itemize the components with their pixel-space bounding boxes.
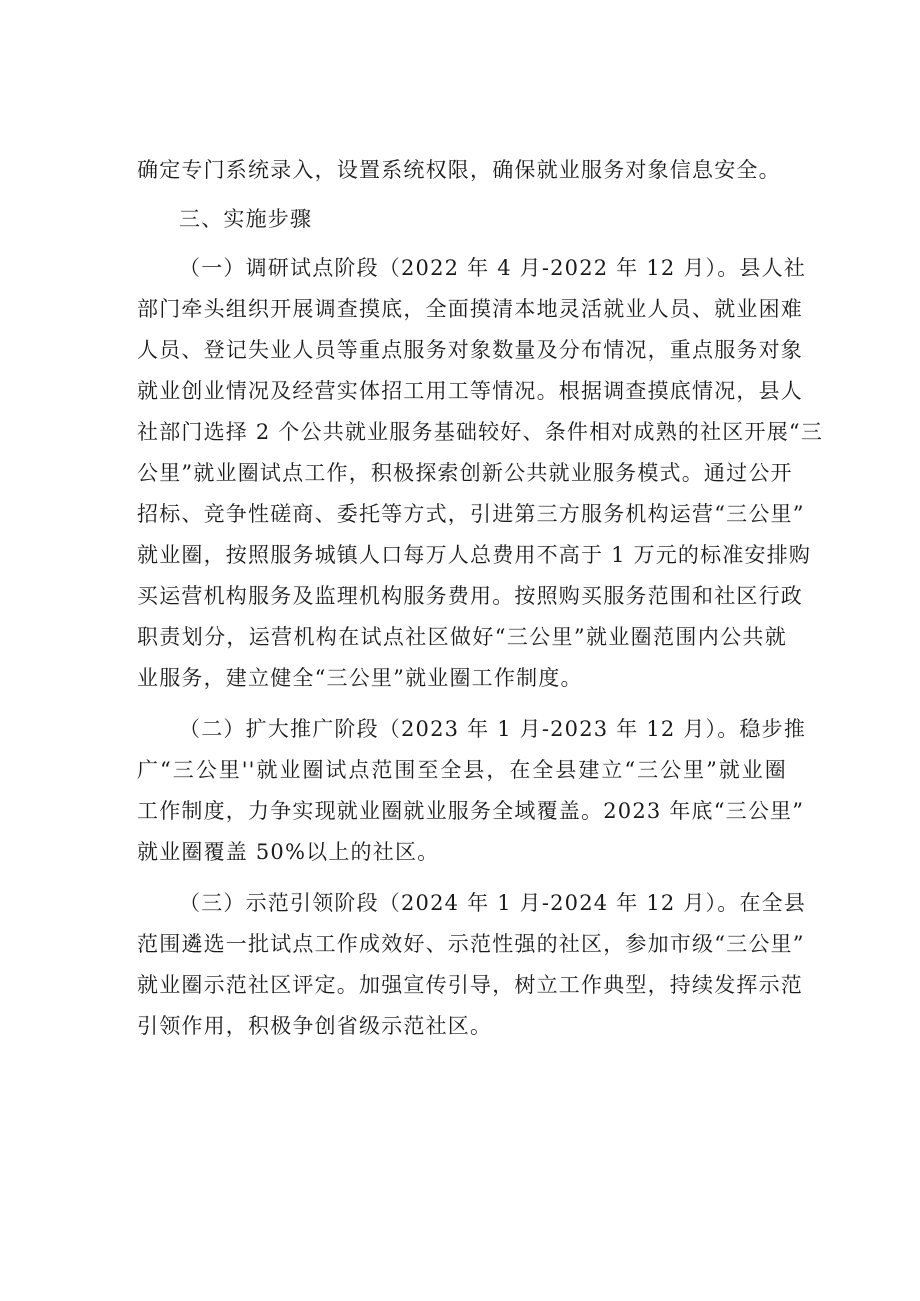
paragraph-line: （一）调研试点阶段（2022 年 4 月-2022 年 12 月）。县人社	[179, 256, 807, 280]
paragraph-line: 就业圈覆盖 50%以上的社区。	[137, 840, 440, 864]
paragraph-line: 确定专门系统录入，设置系统权限，确保就业服务对象信息安全。	[137, 158, 781, 182]
section-heading: 三、实施步骤	[179, 207, 313, 231]
paragraph-line: 职责划分，运营机构在试点社区做好“三公里”就业圈范围内公共就	[137, 625, 787, 649]
paragraph-line: 范围遴选一批试点工作成效好、示范性强的社区，参加市级“三公里”	[137, 932, 805, 956]
document-body	[137, 150, 824, 1047]
spacer	[137, 240, 787, 248]
paragraph-line: （三）示范引领阶段（2024 年 1 月-2024 年 12 月）。在全县	[179, 891, 807, 915]
paragraph-line: 工作制度，力争实现就业圈就业服务全域覆盖。2023 年底“三公里”	[137, 799, 805, 823]
paragraph-line: 业服务，建立健全“三公里”就业圈工作制度。	[137, 666, 583, 690]
paragraph-line: 就业圈示范社区评定。加强宣传引导，树立工作典型，持续发挥示范	[137, 973, 803, 997]
paragraph-line: 部门牵头组织开展调查摸底，全面摸清本地灵活就业人员、就业困难	[137, 297, 803, 321]
spacer	[137, 191, 787, 199]
paragraph-line: 买运营机构服务及监理机构服务费用。按照购买服务范围和社区行政	[137, 584, 803, 608]
spacer	[137, 699, 787, 709]
paragraph-line: 引领作用，积极争创省级示范社区。	[137, 1014, 493, 1038]
paragraph-line: 社部门选择 2 个公共就业服务基础较好、条件相对成熟的社区开展“三	[137, 420, 824, 444]
spacer	[137, 873, 787, 883]
paragraph-line: （二）扩大推广阶段（2023 年 1 月-2023 年 12 月）。稳步推	[179, 717, 807, 741]
paragraph-line: 公里”就业圈试点工作，积极探索创新公共就业服务模式。通过公开	[137, 461, 793, 485]
paragraph-line: 就业圈，按照服务城镇人口每万人总费用不高于 1 万元的标准安排购	[137, 543, 812, 567]
paragraph-line: 就业创业情况及经营实体招工用工等情况。根据调查摸底情况，县人	[137, 379, 803, 403]
paragraph-line: 招标、竞争性磋商、委托等方式，引进第三方服务机构运营“三公里”	[137, 502, 805, 526]
paragraph-line: 人员、登记失业人员等重点服务对象数量及分布情况，重点服务对象	[137, 338, 803, 362]
paragraph-line: 广“三公里''就业圈试点范围至全县，在全县建立“三公里”就业圈	[137, 758, 787, 782]
